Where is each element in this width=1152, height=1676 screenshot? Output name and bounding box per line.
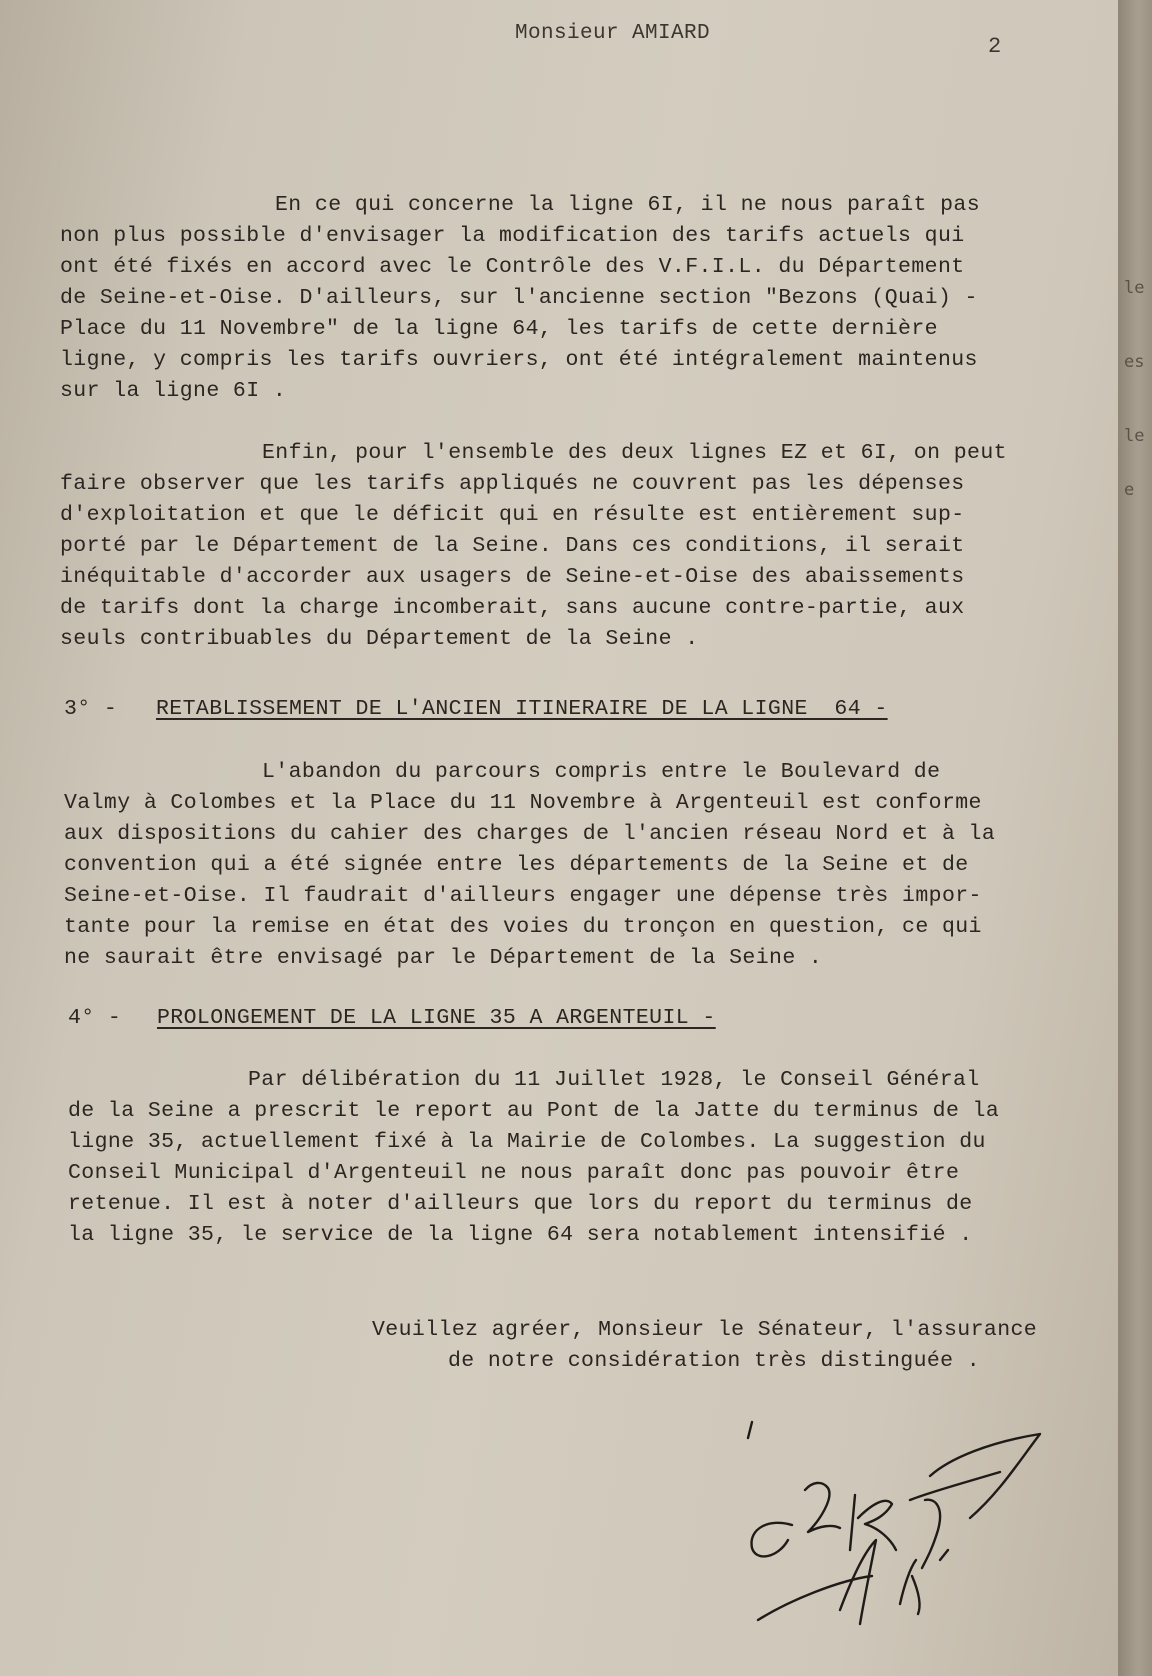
text-line: la ligne 35, le service de la ligne 64 sera notablement intensifié . [68, 1223, 973, 1247]
text-line: ne saurait être envisagé par le Département de la Seine . [64, 946, 823, 970]
text-line: non plus possible d'envisager la modification des tarifs actuels qui [60, 224, 965, 248]
text-line: ligne, y compris les tarifs ouvriers, ont été intégralement maintenus [60, 348, 978, 372]
text-line: Conseil Municipal d'Argenteuil ne nous paraît donc pas pouvoir être [68, 1161, 960, 1185]
text-line: de Seine-et-Oise. D'ailleurs, sur l'ancienne section "Bezons (Quai) - [60, 286, 978, 310]
heading-text: RETABLISSEMENT DE L'ANCIEN ITINERAIRE DE LA LIGNE 64 - [156, 697, 888, 721]
margin-fragment: es [1124, 352, 1145, 372]
text-line: de tarifs dont la charge incomberait, sans aucune contre-partie, aux [60, 596, 965, 620]
text-line: L'abandon du parcours compris entre le Boulevard de [262, 760, 941, 784]
text-line: faire observer que les tarifs appliqués ne couvrent pas les dépenses [60, 472, 965, 496]
text-line: Place du 11 Novembre" de la ligne 64, les tarifs de cette dernière [60, 317, 938, 341]
text-line: tante pour la remise en état des voies du tronçon en question, ce qui [64, 915, 982, 939]
heading-number: 3° - [64, 697, 118, 721]
text-line: porté par le Département de la Seine. Dans ces conditions, il serait [60, 534, 965, 558]
text-line: En ce qui concerne la ligne 6I, il ne nous paraît pas [275, 193, 981, 217]
header-title: Monsieur AMIARD [515, 22, 711, 45]
text-line: convention qui a été signée entre les départements de la Seine et de [64, 853, 969, 877]
margin-fragment: e [1124, 480, 1135, 500]
text-line: Par délibération du 11 Juillet 1928, le Conseil Général [248, 1068, 980, 1092]
text-line: de la Seine a prescrit le report au Pont de la Jatte du terminus de la [68, 1099, 1000, 1123]
text-line: ligne 35, actuellement fixé à la Mairie de Colombes. La suggestion du [68, 1130, 986, 1154]
margin-fragment: le [1124, 278, 1145, 298]
heading-text: PROLONGEMENT DE LA LIGNE 35 A ARGENTEUIL - [157, 1006, 716, 1030]
text-line: d'exploitation et que le déficit qui en résulte est entièrement sup- [60, 503, 965, 527]
page-number: 2 [988, 34, 1002, 59]
text-line: Valmy à Colombes et la Place du 11 Novembre à Argenteuil est conforme [64, 791, 982, 815]
text-line: de notre considération très distinguée . [448, 1349, 981, 1373]
text-line: sur la ligne 6I . [60, 379, 287, 403]
heading-number: 4° - [68, 1006, 122, 1030]
text-line: Enfin, pour l'ensemble des deux lignes EZ et 6I, on peut [262, 441, 1007, 465]
text-line: seuls contribuables du Département de la Seine . [60, 627, 699, 651]
margin-fragment: le [1124, 426, 1145, 446]
text-line: aux dispositions du cahier des charges de l'ancien réseau Nord et à la [64, 822, 996, 846]
text-line: inéquitable d'accorder aux usagers de Seine-et-Oise des abaissements [60, 565, 965, 589]
handwritten-signature [700, 1400, 1080, 1660]
text-line: retenue. Il est à noter d'ailleurs que lors du report du terminus de [68, 1192, 973, 1216]
text-line: Veuillez agréer, Monsieur le Sénateur, l'assurance [372, 1318, 1038, 1342]
text-line: ont été fixés en accord avec le Contrôle des V.F.I.L. du Département [60, 255, 965, 279]
text-line: Seine-et-Oise. Il faudrait d'ailleurs engager une dépense très impor- [64, 884, 982, 908]
adjacent-page-edge [1118, 0, 1152, 1676]
